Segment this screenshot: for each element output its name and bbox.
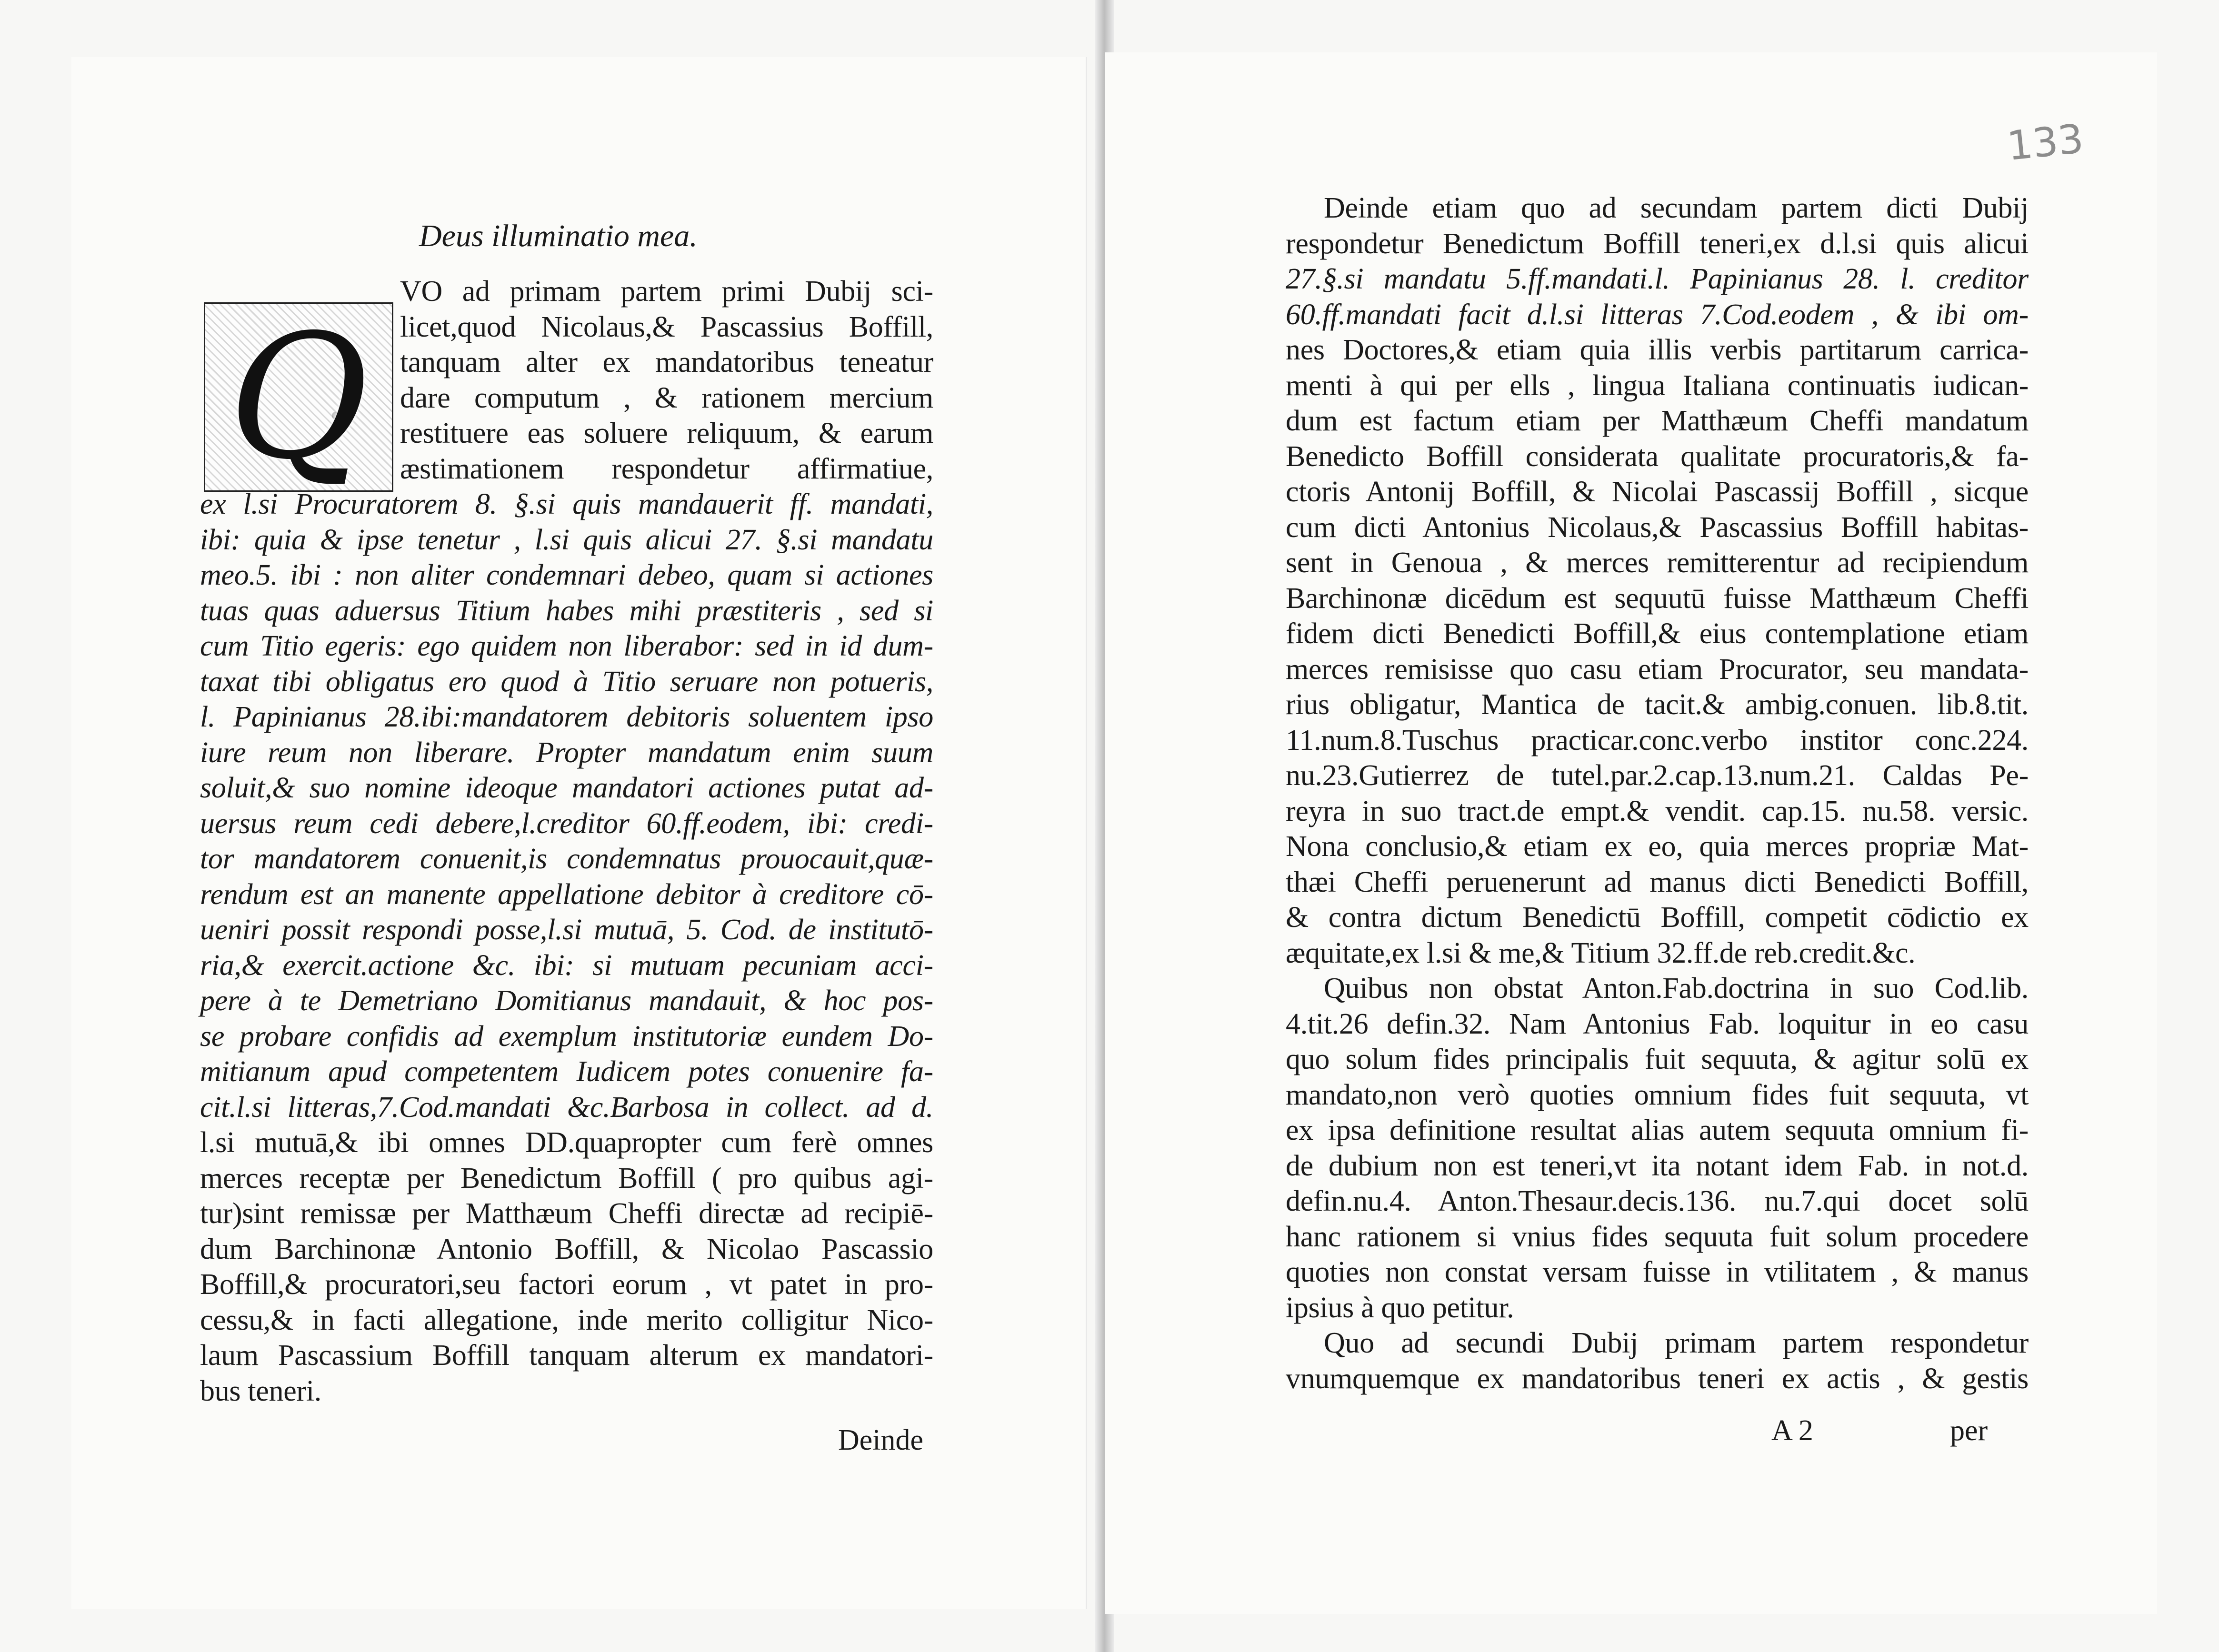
folio-number: 133 xyxy=(2005,115,2086,170)
text-line: merces receptæ per Benedictum Boffill ( pro quibus agi- xyxy=(200,1162,933,1194)
text-line: Quibus non obstat Anton.Fab.doctrina in suo Cod.lib. xyxy=(1324,972,2029,1005)
text-line: ria,& exercit.actione &c. ibi: si mutuam pecuniam acci- xyxy=(200,949,933,982)
text-line: cum Titio egeris: ego quidem non liberabor: sed in id dum- xyxy=(200,630,933,662)
catchword-right: per xyxy=(1950,1414,1988,1447)
text-line: uersus reum cedi debere,l.creditor 60.ff.eodem, ibi: credi- xyxy=(200,807,933,840)
text-line: rendum est an manente appellatione debitor à creditore cō- xyxy=(200,878,933,911)
text-line: de dubium non est teneri,vt ita notant idem Fab. in not.d. xyxy=(1286,1149,2029,1182)
text-line: quo solum fides principalis fuit sequuta, & agitur solū ex xyxy=(1286,1043,2029,1075)
text-line: nu.23.Gutierrez de tutel.par.2.cap.13.num.21. Caldas Pe- xyxy=(1286,759,2029,792)
text-line: menti à qui per ells , lingua Italiana continuatis iudican- xyxy=(1286,369,2029,402)
text-line: soluit,& suo nomine ideoque mandatori actiones putat ad- xyxy=(200,772,933,804)
text-line: cum dicti Antonius Nicolaus,& Pascassius Boffill habitas- xyxy=(1286,511,2029,544)
text-line: Quo ad secundi Dubij primam partem respondetur xyxy=(1324,1327,2029,1359)
text-line: pere à te Demetriano Domitianus mandauit, & hoc pos- xyxy=(200,985,933,1017)
text-line: hanc rationem si vnius fides sequuta fuit solum procedere xyxy=(1286,1220,2029,1253)
text-line: ex ipsa definitione resultat alias autem sequuta omnium fi- xyxy=(1286,1114,2029,1146)
text-line: tanquam alter ex mandatoribus teneatur xyxy=(400,346,933,378)
text-line: æquitate,ex l.si & me,& Titium 32.ff.de reb.credit.&c. xyxy=(1286,936,1916,969)
text-line: sent in Genoua , & merces remitterentur ad recipiendum xyxy=(1286,547,2029,579)
text-line: Benedicto Boffill considerata qualitate procuratoris,& fa- xyxy=(1286,440,2029,473)
text-line: 4.tit.26 defin.32. Nam Antonius Fab. loquitur in eo casu xyxy=(1286,1007,2029,1040)
text-line: l.si mutuā,& ibi omnes DD.quapropter cum ferè omnes xyxy=(200,1126,933,1159)
text-line: bus teneri. xyxy=(200,1374,321,1407)
text-line: rius obligatur, Mantica de tacit.& ambig.conuen. lib.8.tit. xyxy=(1286,688,2029,721)
text-line: dum est factum etiam per Matthæum Cheffi mandatum xyxy=(1286,405,2029,437)
text-line: dum Barchinonæ Antonio Boffill, & Nicolao Pascassio xyxy=(200,1233,933,1265)
text-line: & contra dictum Benedictū Boffill, competit cōdictio ex xyxy=(1286,901,2029,934)
text-line: iure reum non liberare. Propter mandatum enim suum xyxy=(200,736,933,769)
text-line: tuas quas aduersus Titium habes mihi præstiteris , sed si xyxy=(200,594,933,627)
text-line: taxat tibi obligatus ero quod à Titio seruare non potueris, xyxy=(200,665,933,698)
text-line: vnumquemque ex mandatoribus teneri ex actis , & gestis xyxy=(1286,1362,2029,1395)
text-line: dare computum , & rationem mercium xyxy=(400,381,933,414)
signature-mark: A 2 xyxy=(1771,1414,1813,1447)
text-line: thæi Cheffi peruenerunt ad manus dicti Benedicti Boffill, xyxy=(1286,866,2029,898)
text-line: tor mandatorem conuenit,is condemnatus prouocauit,quæ- xyxy=(200,843,933,875)
text-line: 60.ff.mandati facit d.l.si litteras 7.Cod.eodem , & ibi om- xyxy=(1286,298,2029,331)
text-line: l. Papinianus 28.ibi:mandatorem debitoris soluentem ipso xyxy=(200,701,933,733)
text-line: defin.nu.4. Anton.Thesaur.decis.136. nu.7.qui docet solū xyxy=(1286,1185,2029,1217)
text-line: VO ad primam partem primi Dubij sci- xyxy=(400,275,933,308)
text-line: laum Pascassium Boffill tanquam alterum ex mandatori- xyxy=(200,1339,933,1372)
text-line: reyra in suo tract.de empt.& vendit. cap.15. nu.58. versic. xyxy=(1286,795,2029,827)
text-line: ueniri possit respondi posse,l.si mutuā, 5. Cod. de institutō- xyxy=(200,914,933,946)
text-line: ex l.si Procuratorem 8. §.si quis mandauerit ff. mandati, xyxy=(200,488,933,520)
text-line: ibi: quia & ipse tenetur , l.si quis alicui 27. §.si mandatu xyxy=(200,523,933,556)
text-line: merces remisisse quo casu etiam Procurator, seu mandata- xyxy=(1286,653,2029,686)
text-line: meo.5. ibi : non aliter condemnari debeo, quam si actiones xyxy=(200,559,933,591)
text-line: quoties non constat versam fuisse in vtilitatem , & manus xyxy=(1286,1256,2029,1288)
initial-letter: Q xyxy=(228,302,369,492)
text-line: mandato,non verò quoties omnium fides fuit sequuta, vt xyxy=(1286,1078,2029,1111)
left-text-column xyxy=(200,274,933,1409)
catchword-left: Deinde xyxy=(838,1424,924,1456)
text-line: Nona conclusio,& etiam ex eo, quia merces propriæ Mat- xyxy=(1286,830,2029,863)
text-line: Barchinonæ dicēdum est sequutū fuisse Matthæum Cheffi xyxy=(1286,582,2029,615)
text-line: Deinde etiam quo ad secundam partem dicti Dubij xyxy=(1324,192,2029,224)
text-line: cessu,& in facti allegatione, inde merito colligitur Nico- xyxy=(200,1304,933,1336)
page-heading: Deus illuminatio mea. xyxy=(419,219,698,253)
text-line: æstimationem respondetur affirmatiue, xyxy=(400,452,933,485)
text-line: 11.num.8.Tuschus practicar.conc.verbo institor conc.224. xyxy=(1286,724,2029,756)
text-line: 27.§.si mandatu 5.ff.mandati.l. Papinianus 28. l. creditor xyxy=(1286,263,2029,295)
show-through-text xyxy=(200,209,486,219)
right-text-column xyxy=(1286,190,2029,1396)
text-line: se probare confidis ad exemplum institutoriæ eundem Do- xyxy=(200,1020,933,1053)
text-line: restituere eas soluere reliquum, & earum xyxy=(400,417,933,449)
text-line: licet,quod Nicolaus,& Pascassius Boffill, xyxy=(400,310,933,343)
text-line: ctoris Antonij Boffill, & Nicolai Pascassij Boffill , sicque xyxy=(1286,476,2029,508)
text-line: nes Doctores,& etiam quia illis verbis partitarum carrica- xyxy=(1286,334,2029,366)
text-line: cit.l.si litteras,7.Cod.mandati &c.Barbosa in collect. ad d. xyxy=(200,1091,933,1124)
text-line: ipsius à quo petitur. xyxy=(1286,1291,1514,1324)
text-line: fidem dicti Benedicti Boffill,& eius contemplatione etiam xyxy=(1286,617,2029,650)
text-line: mitianum apud competentem Iudicem potes conuenire fa- xyxy=(200,1055,933,1088)
text-line: Boffill,& procuratori,seu factori eorum , vt patet in pro- xyxy=(200,1268,933,1301)
text-line: respondetur Benedictum Boffill teneri,ex d.l.si quis alicui xyxy=(1286,227,2029,260)
text-line: tur)sint remissæ per Matthæum Cheffi directæ ad recipiē- xyxy=(200,1197,933,1230)
